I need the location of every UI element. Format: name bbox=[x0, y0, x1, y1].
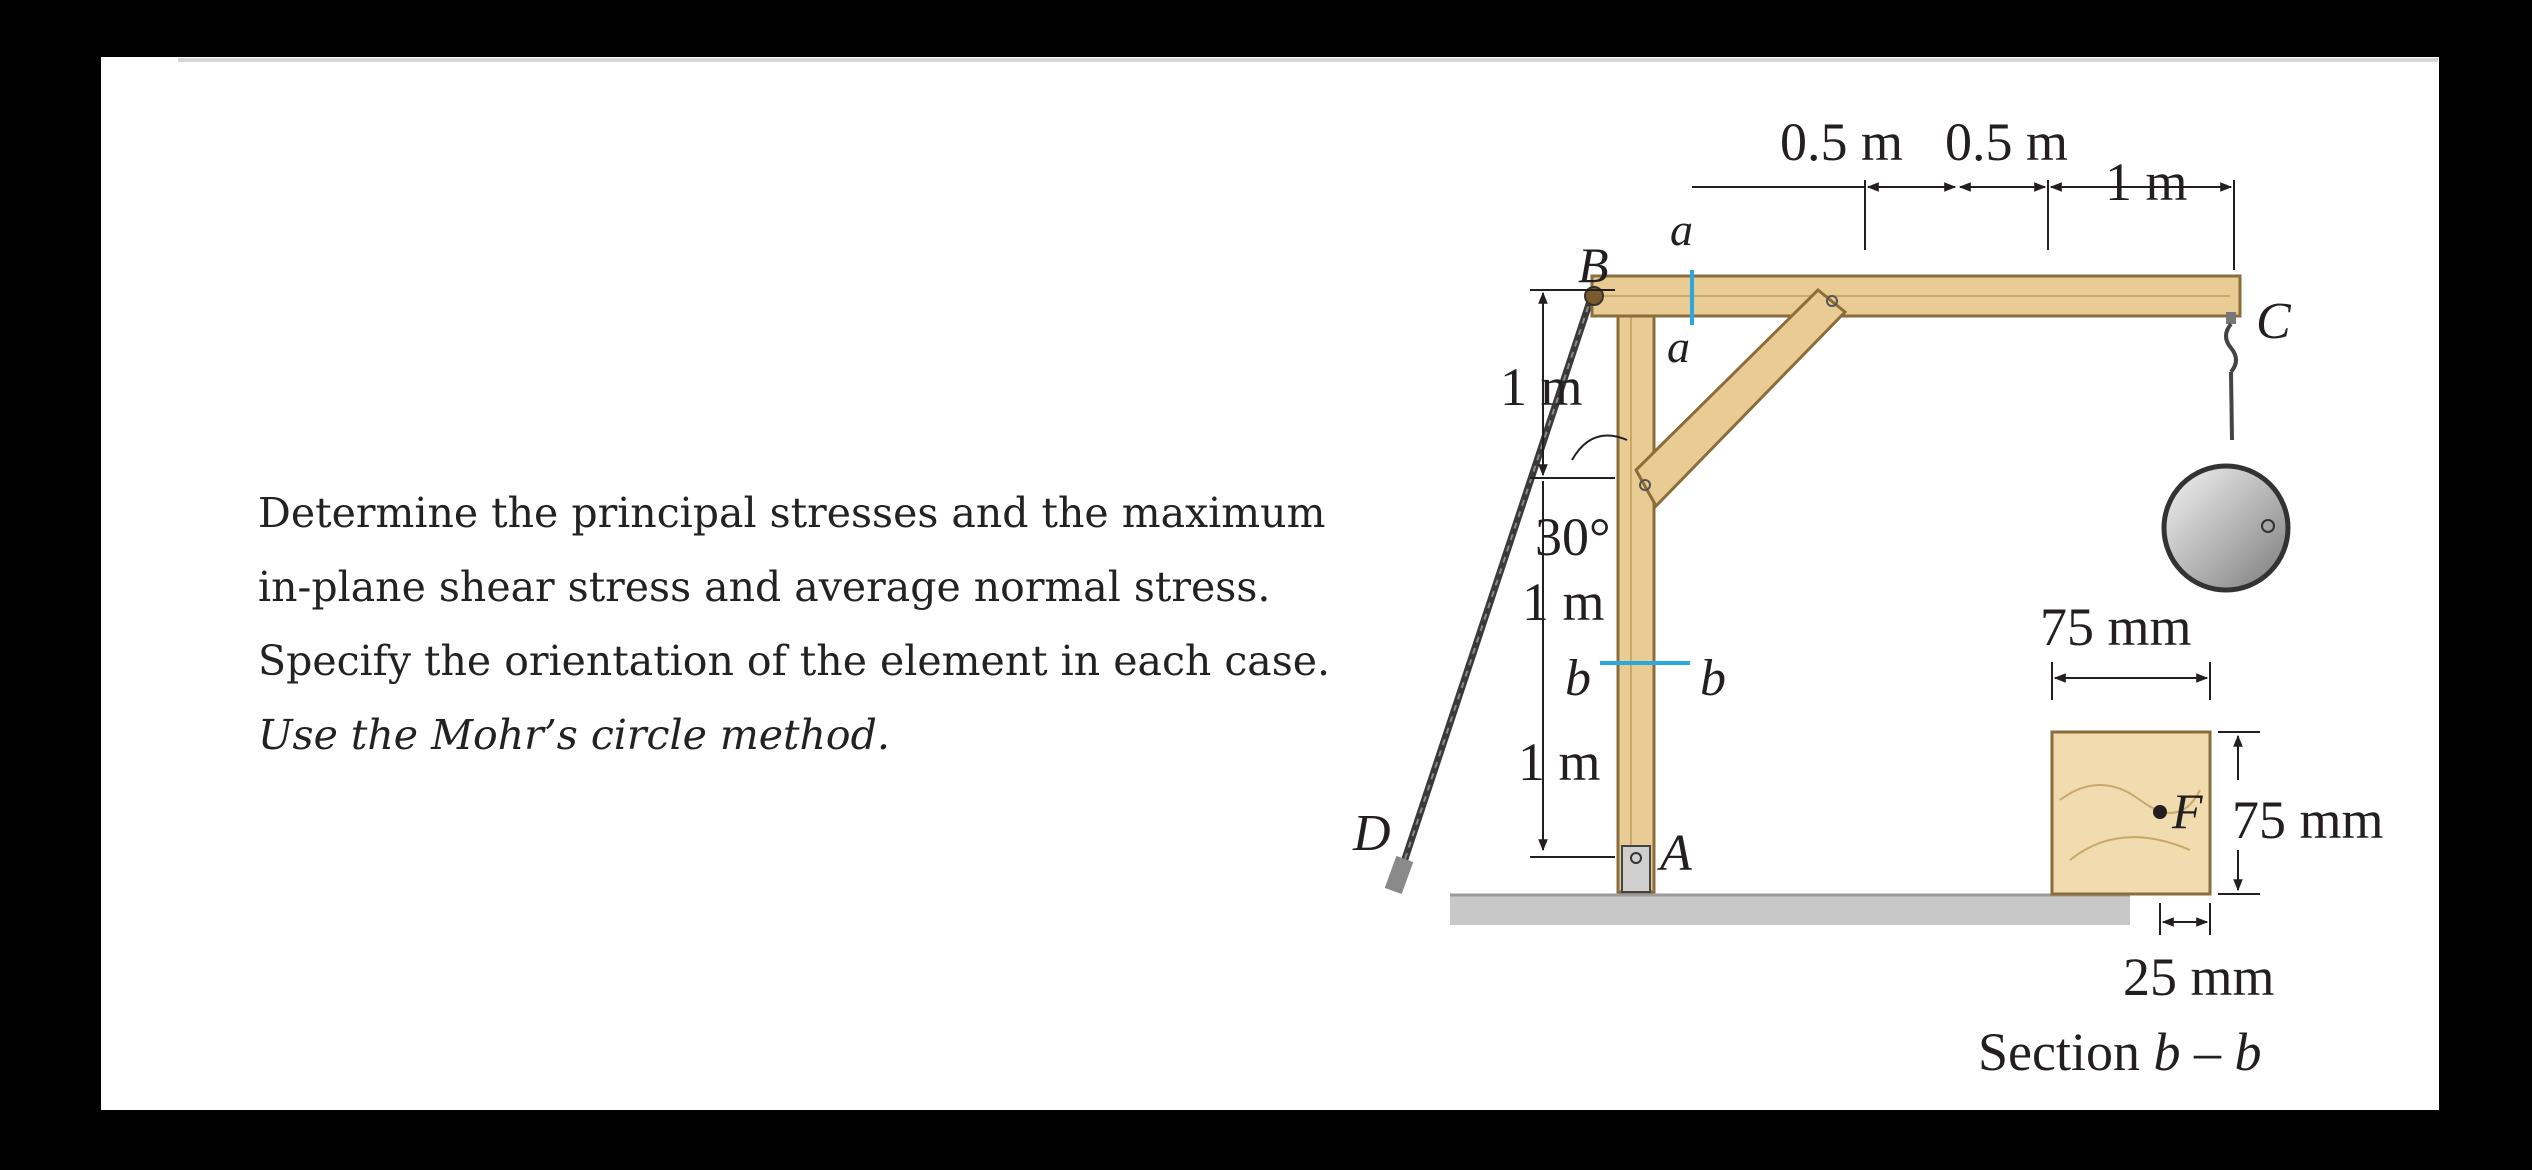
hanging-mirror bbox=[2164, 466, 2288, 590]
ground bbox=[1450, 895, 2130, 925]
label-a-top: a bbox=[1670, 204, 1693, 255]
vertical-post bbox=[1618, 290, 1654, 892]
problem-statement bbox=[258, 476, 1398, 772]
label-b-point: B bbox=[1578, 237, 1609, 293]
dim-left-3: 1 m bbox=[1518, 732, 1601, 792]
section-width-label: 75 mm bbox=[2040, 597, 2192, 657]
problem-line-2: in-plane shear stress and average normal stress. bbox=[258, 563, 1271, 611]
label-c: C bbox=[2256, 293, 2291, 350]
label-b-right: b bbox=[1700, 650, 1726, 707]
problem-line-3: Specify the orientation of the element in each case. bbox=[258, 637, 1331, 685]
hook bbox=[2226, 324, 2236, 372]
hook-bracket bbox=[2226, 312, 2236, 324]
section-caption: Section b – b bbox=[1978, 1022, 2262, 1082]
problem-line-1: Determine the principal stresses and the maximum bbox=[258, 489, 1326, 537]
angle-label: 30° bbox=[1535, 507, 1611, 567]
label-d: D bbox=[1353, 805, 1391, 862]
dim-top-2: 0.5 m bbox=[1945, 112, 2069, 172]
label-f: F bbox=[2172, 783, 2203, 839]
section-height-label: 75 mm bbox=[2232, 790, 2384, 850]
dim-left-1: 1 m bbox=[1500, 357, 1583, 417]
hanger bbox=[2231, 372, 2232, 440]
dim-left-2: 1 m bbox=[1522, 572, 1605, 632]
dim-top-3: 1 m bbox=[2105, 152, 2188, 212]
gallows-frame-figure bbox=[1353, 95, 2440, 1095]
label-a-bottom: a bbox=[1667, 321, 1690, 372]
divider-line bbox=[178, 58, 2438, 62]
label-b-left: b bbox=[1565, 650, 1591, 707]
point-f-dot bbox=[2153, 805, 2167, 819]
problem-line-4: Use the Mohr’s circle method. bbox=[258, 711, 890, 759]
section-offset-label: 25 mm bbox=[2123, 947, 2275, 1007]
dim-top-1: 0.5 m bbox=[1780, 112, 1904, 172]
label-a-support: A bbox=[1660, 825, 1692, 882]
